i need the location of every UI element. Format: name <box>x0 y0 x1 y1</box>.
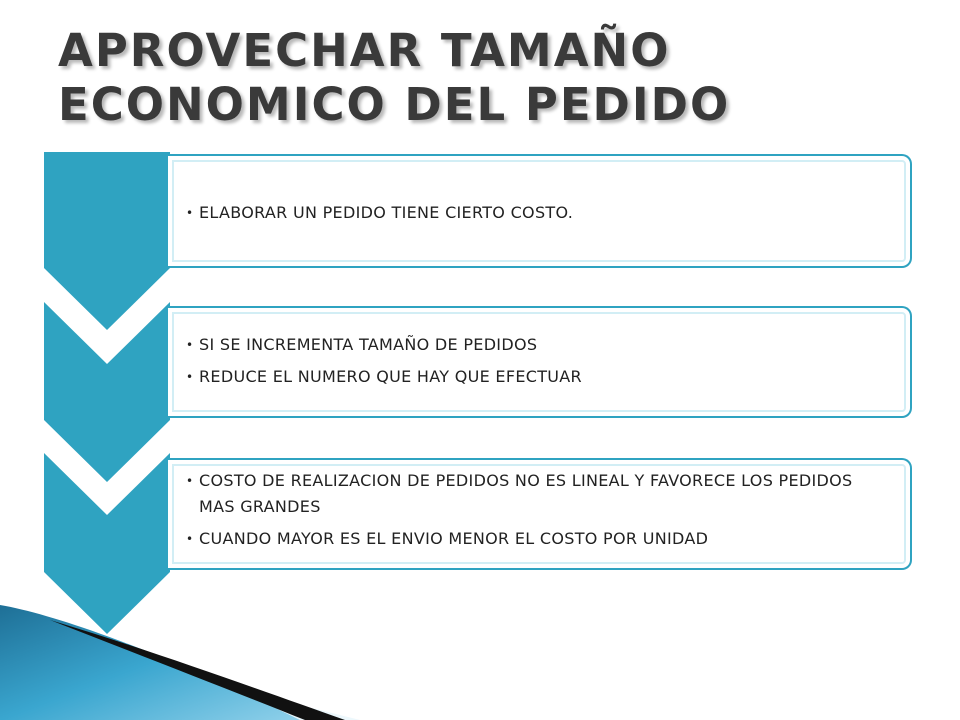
step-1-bullet-1: • ELABORAR UN PEDIDO TIENE CIERTO COSTO. <box>186 200 870 226</box>
step-3-bullet-2: • CUANDO MAYOR ES EL ENVIO MENOR EL COSTO POR UNIDAD <box>186 526 870 552</box>
corner-wave-blue <box>0 605 300 720</box>
step-2-bullet-1: • SI SE INCREMENTA TAMAÑO DE PEDIDOS <box>186 332 870 358</box>
slide-title-line-2: ECONOMICO DEL PEDIDO <box>58 78 731 131</box>
slide-title-line-1: APROVECHAR TAMAÑO <box>58 24 671 77</box>
step-3-bullet-1: • COSTO DE REALIZACION DE PEDIDOS NO ES LINEAL Y FAVORECE LOS PEDIDOS MAS GRANDES <box>186 468 870 520</box>
step-2-bullet-2: • REDUCE EL NUMERO QUE HAY QUE EFECTUAR <box>186 364 870 390</box>
